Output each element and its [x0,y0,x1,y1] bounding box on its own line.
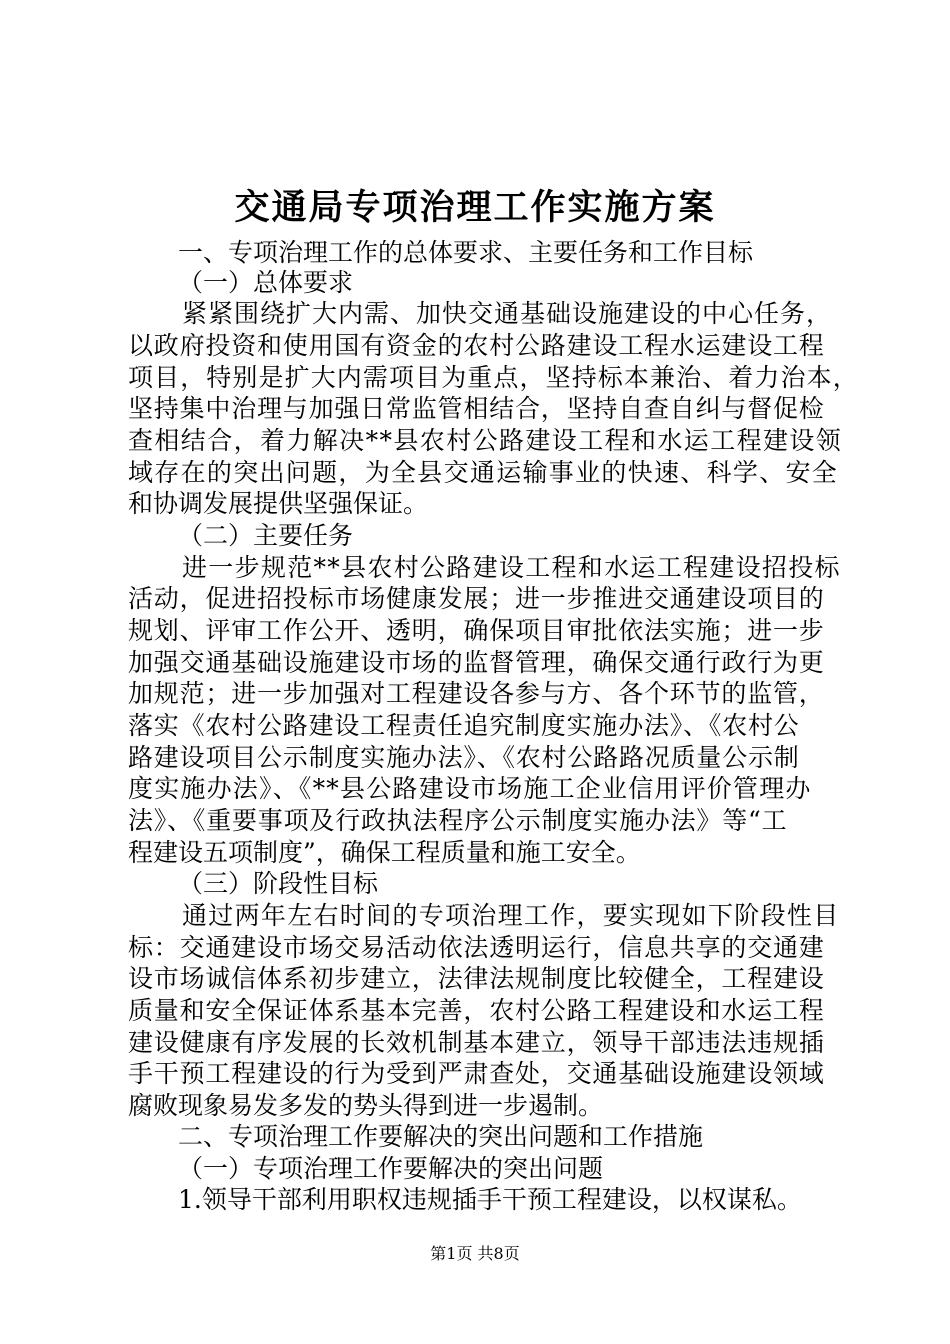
paragraph-line: 活动，促进招投标市场健康发展；进一步推进交通建设项目的 [128,584,825,613]
paragraph-line: 质量和安全保证体系基本完善，农村公路工程建设和水运工程 [128,996,825,1025]
paragraph-line: 坚持集中治理与加强日常监管相结合，坚持自查自纠与督促检 [128,394,825,423]
page-number-footer: 第1页 共8页 [430,1244,520,1263]
paragraph-line: 以政府投资和使用国有资金的农村公路建设工程水运建设工程 [128,331,825,360]
paragraph-line: 紧紧围绕扩大内需、加快交通基础设施建设的中心任务， [182,299,833,328]
subsection-heading: （二）主要任务 [178,521,354,550]
subsection-heading: （三）阶段性目标 [178,869,379,898]
paragraph-line: 加强交通基础设施建设市场的监督管理，确保交通行政行为更 [128,648,825,677]
paragraph-line: 程建设五项制度”，确保工程质量和施工安全。 [128,838,641,867]
paragraph-line: 项目，特别是扩大内需项目为重点，坚持标本兼治、着力治本， [128,363,859,392]
paragraph-line: 落实《农村公路建设工程责任追究制度实施办法》、《农村公 [128,711,800,740]
paragraph-line: 建设健康有序发展的长效机制基本建立，领导干部违法违规插 [128,1028,825,1057]
paragraph-line: 路建设项目公示制度实施办法》、《农村公路路况质量公示制 [128,743,800,772]
paragraph-line: 设市场诚信体系初步建立，法律法规制度比较健全，工程建设 [128,964,825,993]
paragraph-line: 标：交通建设市场交易活动依法透明运行，信息共享的交通建 [128,933,825,962]
paragraph-line: 查相结合，着力解决**县农村公路建设工程和水运工程建设领 [128,426,843,455]
section-heading-1: 一、专项治理工作的总体要求、主要任务和工作目标 [178,238,754,267]
paragraph-line: 腐败现象易发多发的势头得到进一步遏制。 [128,1091,604,1120]
paragraph-line: 通过两年左右时间的专项治理工作，要实现如下阶段性目 [182,901,840,930]
paragraph-line: 法》、《重要事项及行政执法程序公示制度实施办法》等“工 [128,806,788,835]
document-title: 交通局专项治理工作实施方案 [234,187,716,228]
paragraph-line: 进一步规范**县农村公路建设工程和水运工程建设招投标 [182,553,841,582]
paragraph-line: 加规范；进一步加强对工程建设各参与方、各个环节的监管， [128,679,825,708]
paragraph-line: 域存在的突出问题，为全县交通运输事业的快速、科学、安全 [128,458,839,487]
section-heading-2: 二、专项治理工作要解决的突出问题和工作措施 [178,1122,704,1151]
paragraph-line: 规划、评审工作公开、透明，确保项目审批依法实施；进一步 [128,616,825,645]
paragraph-line: 和协调发展提供坚强保证。 [128,489,429,518]
paragraph-line: 手干预工程建设的行为受到严肃查处，交通基础设施建设领域 [128,1059,825,1088]
subsection-heading: （一）专项治理工作要解决的突出问题 [178,1154,604,1183]
list-item: 1.领导干部利用职权违规插手干预工程建设，以权谋私。 [178,1185,802,1214]
paragraph-line: 度实施办法》、《**县公路建设市场施工企业信用评价管理办 [128,774,812,803]
subsection-heading: （一）总体要求 [178,268,354,297]
